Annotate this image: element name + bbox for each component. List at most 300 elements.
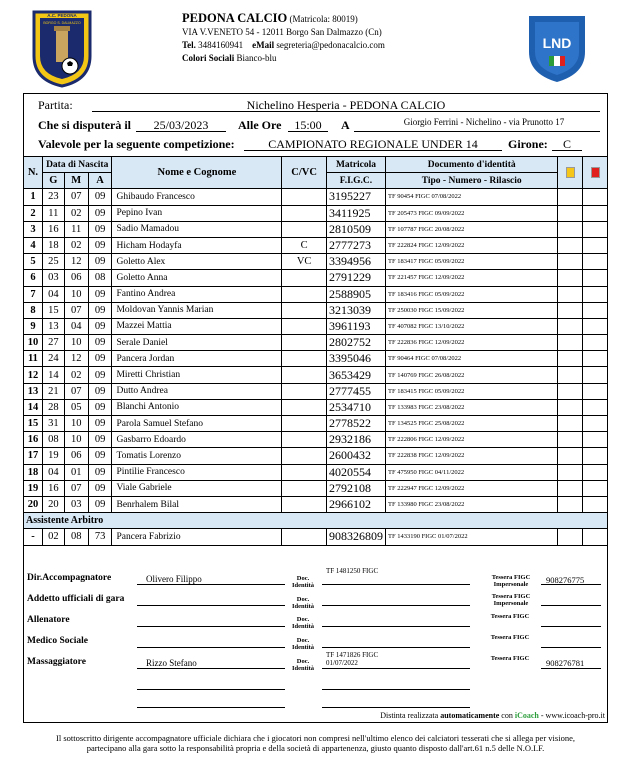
table-row bbox=[24, 254, 608, 270]
cell-n: 6 bbox=[24, 270, 43, 286]
cell-n: 5 bbox=[24, 254, 43, 270]
cell-cvc bbox=[282, 286, 327, 302]
table-row bbox=[24, 399, 608, 415]
cell-a: 09 bbox=[88, 383, 112, 399]
table-row bbox=[24, 237, 608, 253]
cell-name: Goletto Anna bbox=[112, 270, 282, 286]
cell-doc: TF 222824 FIGC 12/09/2022 bbox=[385, 237, 557, 253]
cell-matricola: 2777273 bbox=[326, 237, 385, 253]
cell-yellow bbox=[558, 529, 583, 545]
dir-tessera: 908276775 bbox=[546, 575, 585, 585]
cell-a: 09 bbox=[88, 399, 112, 415]
col-g: G bbox=[42, 173, 64, 189]
cell-red bbox=[583, 448, 608, 464]
table-header-row bbox=[24, 157, 608, 173]
cell-red bbox=[583, 302, 608, 318]
table-row bbox=[24, 383, 608, 399]
cell-doc: TF 183416 FIGC 05/09/2022 bbox=[385, 286, 557, 302]
cell-a: 09 bbox=[88, 432, 112, 448]
cell-yellow bbox=[558, 286, 583, 302]
cell-doc: TF 90464 FIGC 07/08/2022 bbox=[385, 351, 557, 367]
cell-n: 17 bbox=[24, 448, 43, 464]
cell-g: 25 bbox=[42, 254, 64, 270]
medico-label: Medico Sociale bbox=[27, 636, 88, 646]
cell-a: 09 bbox=[88, 351, 112, 367]
cell-name: Dutto Andrea bbox=[112, 383, 282, 399]
cell-matricola: 2534710 bbox=[326, 399, 385, 415]
cell-doc: TF 222836 FIGC 12/09/2022 bbox=[385, 335, 557, 351]
cell-a: 09 bbox=[88, 205, 112, 221]
cell-a: 09 bbox=[88, 254, 112, 270]
competition-value: CAMPIONATO REGIONALE UNDER 14 bbox=[268, 137, 478, 151]
addetto-doc-line bbox=[322, 605, 470, 606]
table-row bbox=[24, 205, 608, 221]
club-email: segreteria@pedonacalcio.com bbox=[276, 40, 385, 50]
cell-yellow bbox=[558, 270, 583, 286]
time-label: Alle Ore bbox=[238, 118, 282, 132]
cell-m: 10 bbox=[64, 416, 88, 432]
col-name: Nome e Cognome bbox=[112, 157, 282, 189]
cell-yellow bbox=[558, 367, 583, 383]
cell-n: 4 bbox=[24, 237, 43, 253]
allenatore-tessera-line bbox=[541, 626, 601, 627]
cell-matricola: 3411925 bbox=[326, 205, 385, 221]
blank-line-1a bbox=[137, 689, 285, 690]
cell-n: 13 bbox=[24, 383, 43, 399]
cell-red bbox=[583, 254, 608, 270]
col-n: N. bbox=[24, 157, 43, 189]
cell-cvc bbox=[282, 189, 327, 205]
col-doc-sub: Tipo - Numero - Rilascio bbox=[385, 173, 557, 189]
cell-name: Sadio Mamadou bbox=[112, 221, 282, 237]
cell-name: Blanchi Antonio bbox=[112, 399, 282, 415]
medico-line bbox=[137, 647, 285, 648]
cell-doc: TF 221457 FIGC 12/09/2022 bbox=[385, 270, 557, 286]
cell-matricola: 908326809 bbox=[326, 529, 385, 545]
cell-doc: TF 222838 FIGC 12/09/2022 bbox=[385, 448, 557, 464]
club-matricola: (Matricola: 80019) bbox=[289, 14, 358, 24]
cell-doc: TF 475950 FIGC 04/11/2022 bbox=[385, 464, 557, 480]
cell-m: 07 bbox=[64, 383, 88, 399]
cell-matricola: 3395046 bbox=[326, 351, 385, 367]
cell-name: Pintilie Francesco bbox=[112, 464, 282, 480]
addetto-line bbox=[137, 605, 285, 606]
cell-m: 03 bbox=[64, 496, 88, 512]
cell-n: 20 bbox=[24, 496, 43, 512]
club-name: PEDONA CALCIO bbox=[182, 11, 288, 25]
cell-cvc bbox=[282, 367, 327, 383]
cell-doc: TF 133980 FIGC 23/08/2022 bbox=[385, 496, 557, 512]
cell-a: 09 bbox=[88, 189, 112, 205]
col-matricola: Matricola bbox=[326, 157, 385, 173]
cell-a: 09 bbox=[88, 464, 112, 480]
club-info bbox=[182, 12, 385, 65]
allenatore-tessera-label: Tessera FIGC bbox=[490, 613, 530, 620]
cell-yellow bbox=[558, 448, 583, 464]
girone-label: Girone: bbox=[508, 137, 548, 151]
allenatore-line bbox=[137, 626, 285, 627]
table-row bbox=[24, 480, 608, 496]
roster-table bbox=[23, 156, 608, 546]
table-row bbox=[24, 335, 608, 351]
cell-cvc bbox=[282, 335, 327, 351]
cell-m: 06 bbox=[64, 270, 88, 286]
cell-a: 09 bbox=[88, 221, 112, 237]
mass-tessera-label: Tessera FIGC bbox=[490, 655, 530, 662]
cell-matricola: 2777455 bbox=[326, 383, 385, 399]
cell-yellow bbox=[558, 351, 583, 367]
club-address: VIA V.VENETO 54 - 12011 Borgo San Dalmazzo (Cn) bbox=[182, 27, 382, 37]
cell-matricola: 3195227 bbox=[326, 189, 385, 205]
cell-red bbox=[583, 432, 608, 448]
cell-cvc bbox=[282, 480, 327, 496]
cell-red bbox=[583, 270, 608, 286]
dir-name: Olivero Filippo bbox=[146, 574, 202, 584]
cell-m: 06 bbox=[64, 448, 88, 464]
cell-name: Benrhalem Bilal bbox=[112, 496, 282, 512]
cell-red bbox=[583, 464, 608, 480]
partita-label: Partita: bbox=[38, 98, 73, 112]
cell-m: 02 bbox=[64, 205, 88, 221]
cell-matricola: 2810509 bbox=[326, 221, 385, 237]
cell-cvc bbox=[282, 448, 327, 464]
cell-red bbox=[583, 351, 608, 367]
mass-doc-label: Doc. Identità bbox=[291, 658, 315, 672]
cell-doc: TF 90454 FIGC 07/08/2022 bbox=[385, 189, 557, 205]
col-figc: F.I.G.C. bbox=[326, 173, 385, 189]
cell-n: 2 bbox=[24, 205, 43, 221]
cell-n: 7 bbox=[24, 286, 43, 302]
cell-red bbox=[583, 529, 608, 545]
mass-tessera: 908276781 bbox=[546, 658, 585, 668]
cell-a: 09 bbox=[88, 367, 112, 383]
colors-label: Colori Sociali bbox=[182, 53, 235, 63]
medico-doc-line bbox=[322, 647, 470, 648]
cell-n: 1 bbox=[24, 189, 43, 205]
cell-m: 01 bbox=[64, 464, 88, 480]
cell-yellow bbox=[558, 399, 583, 415]
tel-label: Tel. bbox=[182, 40, 196, 50]
cell-g: 03 bbox=[42, 270, 64, 286]
date-value: 25/03/2023 bbox=[153, 118, 209, 132]
credit-auto: automaticamente bbox=[440, 711, 500, 720]
cell-name: Moldovan Yannis Marian bbox=[112, 302, 282, 318]
cell-g: 28 bbox=[42, 399, 64, 415]
cell-g: 23 bbox=[42, 189, 64, 205]
cell-name: Pancera Jordan bbox=[112, 351, 282, 367]
table-row bbox=[24, 432, 608, 448]
table-row bbox=[24, 416, 608, 432]
mass-name: Rizzo Stefano bbox=[146, 658, 197, 668]
medico-tessera-label: Tessera FIGC bbox=[490, 634, 530, 641]
cell-red bbox=[583, 383, 608, 399]
cell-a: 09 bbox=[88, 496, 112, 512]
cell-n: - bbox=[24, 529, 43, 545]
cell-m: 10 bbox=[64, 335, 88, 351]
footer-line-1: Il sottoscritto dirigente accompagnatore ufficiale dichiara che i giocatori non compresi nell'ultimo elenco dei calciatori tesserati che si allega per visione, bbox=[56, 733, 575, 743]
cell-doc: TF 222806 FIGC 12/09/2022 bbox=[385, 432, 557, 448]
cell-matricola: 3213039 bbox=[326, 302, 385, 318]
cell-cvc bbox=[282, 432, 327, 448]
cell-yellow bbox=[558, 302, 583, 318]
cell-m: 07 bbox=[64, 480, 88, 496]
cell-doc: TF 205473 FIGC 09/09/2022 bbox=[385, 205, 557, 221]
club-logo bbox=[30, 8, 94, 88]
col-yellow bbox=[558, 157, 583, 189]
col-red bbox=[583, 157, 608, 189]
partita-value: Nichelino Hesperia - PEDONA CALCIO bbox=[246, 98, 446, 112]
table-row bbox=[24, 189, 608, 205]
cell-red bbox=[583, 318, 608, 334]
cell-m: 12 bbox=[64, 351, 88, 367]
dir-tessera-label: Tessera FIGC Impersonale bbox=[491, 574, 531, 588]
mass-doc: TF 1471826 FIGC 01/07/2022 bbox=[326, 651, 379, 667]
cell-matricola: 4020554 bbox=[326, 464, 385, 480]
cell-g: 02 bbox=[42, 529, 64, 545]
time-value: 15:00 bbox=[294, 118, 322, 132]
cell-doc: TF 183415 FIGC 05/09/2022 bbox=[385, 383, 557, 399]
cell-red bbox=[583, 335, 608, 351]
cell-n: 16 bbox=[24, 432, 43, 448]
cell-n: 18 bbox=[24, 464, 43, 480]
cell-cvc bbox=[282, 399, 327, 415]
cell-g: 15 bbox=[42, 302, 64, 318]
cell-yellow bbox=[558, 496, 583, 512]
yellow-card-icon bbox=[566, 167, 575, 178]
cell-m: 07 bbox=[64, 189, 88, 205]
assistant-section-row bbox=[24, 513, 608, 529]
cell-doc: TF 140769 FIGC 26/08/2022 bbox=[385, 367, 557, 383]
table-row bbox=[24, 286, 608, 302]
cell-cvc bbox=[282, 464, 327, 480]
competition-label: Valevole per la seguente competizione: bbox=[38, 137, 235, 151]
cell-cvc bbox=[282, 302, 327, 318]
footer-note bbox=[20, 733, 611, 753]
venue-value: Giorgio Ferrini - Nichelino - via Prunotto 17 bbox=[403, 117, 565, 127]
cell-name: Viale Gabriele bbox=[112, 480, 282, 496]
lnd-logo bbox=[525, 12, 589, 84]
red-card-icon bbox=[591, 167, 600, 178]
icoach-coach: Coach bbox=[517, 711, 539, 720]
cell-name: Serale Daniel bbox=[112, 335, 282, 351]
table-row bbox=[24, 221, 608, 237]
cell-g: 21 bbox=[42, 383, 64, 399]
cell-cvc bbox=[282, 416, 327, 432]
cell-g: 31 bbox=[42, 416, 64, 432]
cell-g: 16 bbox=[42, 221, 64, 237]
cell-m: 07 bbox=[64, 302, 88, 318]
club-tel: 3484160941 bbox=[198, 40, 244, 50]
cell-red bbox=[583, 496, 608, 512]
cell-g: 20 bbox=[42, 496, 64, 512]
cell-matricola: 3653429 bbox=[326, 367, 385, 383]
dir-doc-line bbox=[322, 584, 470, 585]
cell-cvc bbox=[282, 351, 327, 367]
cell-yellow bbox=[558, 335, 583, 351]
cell-yellow bbox=[558, 480, 583, 496]
cell-matricola: 2932186 bbox=[326, 432, 385, 448]
cell-cvc bbox=[282, 270, 327, 286]
cell-m: 02 bbox=[64, 367, 88, 383]
col-cvc: C/VC bbox=[282, 157, 327, 189]
svg-text:A.C. PEDONA: A.C. PEDONA bbox=[47, 13, 77, 18]
col-doc: Documento d'identità bbox=[385, 157, 557, 173]
cell-m: 08 bbox=[64, 529, 88, 545]
cell-doc: TF 133983 FIGC 23/08/2022 bbox=[385, 399, 557, 415]
cell-red bbox=[583, 416, 608, 432]
cell-cvc bbox=[282, 496, 327, 512]
mass-tessera-line bbox=[541, 668, 601, 669]
cell-n: 9 bbox=[24, 318, 43, 334]
cell-a: 09 bbox=[88, 237, 112, 253]
cell-name: Tomatis Lorenzo bbox=[112, 448, 282, 464]
cell-m: 05 bbox=[64, 399, 88, 415]
allenatore-doc-line bbox=[322, 626, 470, 627]
cell-yellow bbox=[558, 383, 583, 399]
cell-matricola: 3394956 bbox=[326, 254, 385, 270]
cell-red bbox=[583, 286, 608, 302]
cell-m: 02 bbox=[64, 237, 88, 253]
cell-name: Pepino Ivan bbox=[112, 205, 282, 221]
cell-g: 27 bbox=[42, 335, 64, 351]
cell-g: 14 bbox=[42, 367, 64, 383]
venue-label: A bbox=[341, 118, 350, 132]
cell-a: 09 bbox=[88, 448, 112, 464]
cell-yellow bbox=[558, 205, 583, 221]
date-label: Che si disputerà il bbox=[38, 118, 132, 132]
addetto-label: Addetto ufficiali di gara bbox=[27, 594, 125, 604]
cell-a: 73 bbox=[88, 529, 112, 545]
cell-cvc bbox=[282, 318, 327, 334]
cell-name: Pancera Fabrizio bbox=[112, 529, 282, 545]
cell-name: Ghibaudo Francesco bbox=[112, 189, 282, 205]
footer-line-2: partecipano alla gara sotto la responsabilità propria e della società di appartenenza, giusto quanto disposto dall'art.61 n.5 delle N.O.I.F. bbox=[86, 743, 545, 753]
cell-g: 04 bbox=[42, 286, 64, 302]
cell-matricola: 2792108 bbox=[326, 480, 385, 496]
cell-name: Parola Samuel Stefano bbox=[112, 416, 282, 432]
table-row bbox=[24, 496, 608, 512]
table-row bbox=[24, 270, 608, 286]
cell-doc: TF 134525 FIGC 25/08/2022 bbox=[385, 416, 557, 432]
cell-yellow bbox=[558, 432, 583, 448]
cell-matricola: 2802752 bbox=[326, 335, 385, 351]
dir-doc: TF 1481250 FIGC bbox=[326, 567, 379, 575]
cell-g: 24 bbox=[42, 351, 64, 367]
cell-red bbox=[583, 480, 608, 496]
cell-a: 09 bbox=[88, 416, 112, 432]
cell-n: 14 bbox=[24, 399, 43, 415]
cell-red bbox=[583, 189, 608, 205]
cell-g: 13 bbox=[42, 318, 64, 334]
cell-name: Goletto Alex bbox=[112, 254, 282, 270]
cell-a: 09 bbox=[88, 318, 112, 334]
cell-red bbox=[583, 237, 608, 253]
cell-doc: TF 183417 FIGC 05/09/2022 bbox=[385, 254, 557, 270]
cell-a: 09 bbox=[88, 302, 112, 318]
cell-cvc bbox=[282, 383, 327, 399]
cell-cvc: VC bbox=[282, 254, 327, 270]
cell-yellow bbox=[558, 189, 583, 205]
cell-m: 12 bbox=[64, 254, 88, 270]
cell-cvc bbox=[282, 221, 327, 237]
cell-m: 10 bbox=[64, 286, 88, 302]
cell-a: 09 bbox=[88, 480, 112, 496]
dir-label: Dir.Accompagnatore bbox=[27, 573, 112, 583]
cell-doc: TF 407082 FIGC 13/10/2022 bbox=[385, 318, 557, 334]
cell-matricola: 2791229 bbox=[326, 270, 385, 286]
cell-red bbox=[583, 205, 608, 221]
cell-doc: TF 1433190 FIGC 01/07/2022 bbox=[385, 529, 557, 545]
cell-cvc: C bbox=[282, 237, 327, 253]
cell-doc: TF 250030 FIGC 15/09/2022 bbox=[385, 302, 557, 318]
assistant-section-label: Assistente Arbitro bbox=[24, 513, 608, 529]
cell-n: 11 bbox=[24, 351, 43, 367]
cell-n: 10 bbox=[24, 335, 43, 351]
club-colors: Bianco-blu bbox=[236, 53, 277, 63]
cell-cvc bbox=[282, 205, 327, 221]
table-row bbox=[24, 351, 608, 367]
cell-a: 09 bbox=[88, 286, 112, 302]
cell-g: 04 bbox=[42, 464, 64, 480]
email-label: eMail bbox=[252, 40, 275, 50]
cell-cvc bbox=[282, 529, 327, 545]
table-row bbox=[24, 302, 608, 318]
cell-name: Hicham Hodayfa bbox=[112, 237, 282, 253]
cell-yellow bbox=[558, 416, 583, 432]
cell-red bbox=[583, 367, 608, 383]
table-row bbox=[24, 367, 608, 383]
cell-n: 8 bbox=[24, 302, 43, 318]
cell-matricola: 2966102 bbox=[326, 496, 385, 512]
cell-n: 12 bbox=[24, 367, 43, 383]
dir-doc-label: Doc. Identità bbox=[291, 575, 315, 589]
cell-g: 16 bbox=[42, 480, 64, 496]
cell-red bbox=[583, 399, 608, 415]
massaggiatore-label: Massaggiatore bbox=[27, 657, 86, 667]
cell-matricola: 2600432 bbox=[326, 448, 385, 464]
cell-yellow bbox=[558, 237, 583, 253]
cell-m: 10 bbox=[64, 432, 88, 448]
blank-line-2a bbox=[137, 707, 285, 708]
svg-text:BORGO S. DALMAZZO: BORGO S. DALMAZZO bbox=[43, 21, 81, 25]
venue-line bbox=[354, 131, 600, 132]
addetto-tessera-label: Tessera FIGC Impersonale bbox=[491, 593, 531, 607]
cell-name: Miretti Christian bbox=[112, 367, 282, 383]
credit-prefix: Distinta realizzata bbox=[380, 711, 439, 720]
addetto-doc-label: Doc. Identità bbox=[291, 596, 315, 610]
addetto-tessera-line bbox=[541, 605, 601, 606]
col-a: A bbox=[88, 173, 112, 189]
mass-line bbox=[137, 668, 285, 669]
cell-yellow bbox=[558, 318, 583, 334]
svg-text:LND: LND bbox=[542, 35, 572, 51]
cell-matricola: 2778522 bbox=[326, 416, 385, 432]
cell-matricola: 2588905 bbox=[326, 286, 385, 302]
cell-g: 08 bbox=[42, 432, 64, 448]
credit-line bbox=[340, 711, 605, 720]
mass-doc-line bbox=[322, 668, 470, 669]
table-row bbox=[24, 448, 608, 464]
blank-line-2b bbox=[322, 707, 470, 708]
cell-g: 11 bbox=[42, 205, 64, 221]
cell-name: Fantino Andrea bbox=[112, 286, 282, 302]
icoach-i: i bbox=[514, 711, 518, 720]
icoach-brand bbox=[515, 711, 539, 720]
girone-value: C bbox=[562, 137, 571, 151]
cell-m: 11 bbox=[64, 221, 88, 237]
col-m: M bbox=[64, 173, 88, 189]
cell-yellow bbox=[558, 221, 583, 237]
